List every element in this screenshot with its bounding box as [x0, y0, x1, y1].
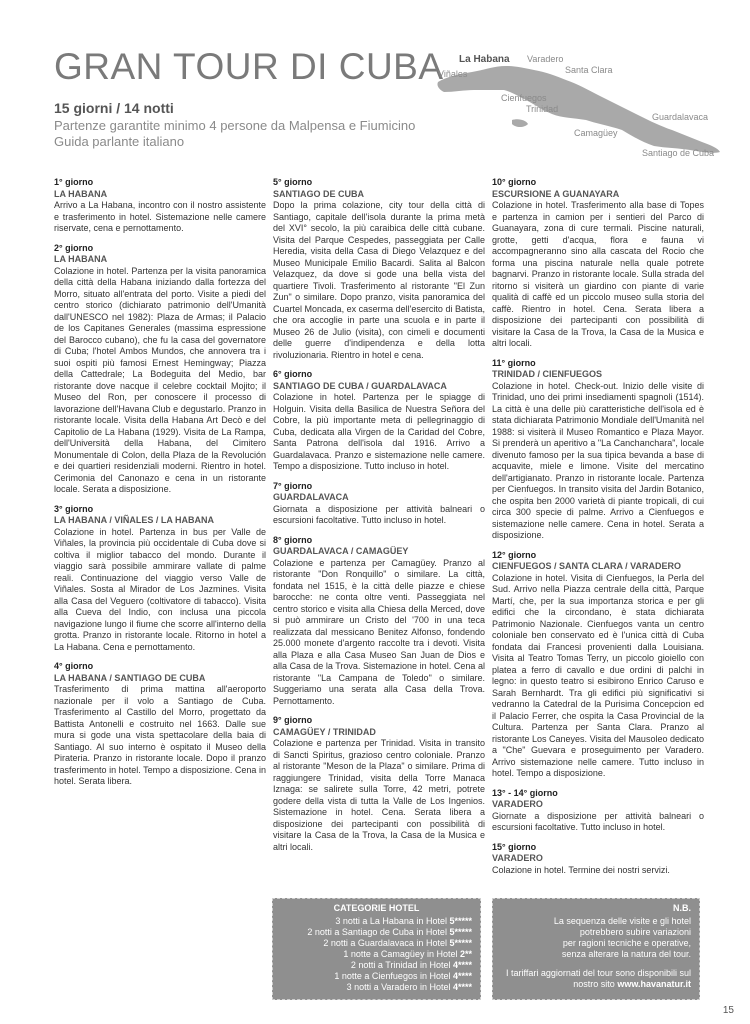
note-line: La sequenza delle visite e gli hotel [553, 916, 691, 926]
guide-text: Guida parlante italiano [54, 134, 185, 149]
hotel-row-text: 3 notti a La Habana in Hotel [335, 916, 447, 926]
day-heading: 12° giorno [492, 549, 537, 560]
day-9 [273, 715, 485, 853]
map-label-la-habana: La Habana [459, 54, 510, 65]
day-4 [54, 661, 266, 788]
day-title: CIENFUEGOS / SANTA CLARA / VARADERO [492, 561, 682, 571]
day-heading: 9° giorno [273, 715, 313, 725]
tariff-line: I tariffari aggiornati del tour sono disponibili sul [506, 968, 691, 978]
itinerary-column-1 [54, 177, 266, 796]
day-text: Colazione in hotel. Termine dei nostri servizi. [492, 864, 670, 875]
tariff-line-2 [501, 979, 691, 990]
itinerary-column-3 [492, 177, 704, 884]
website-link[interactable]: www.havanatur.it [617, 979, 691, 989]
hotel-row [281, 949, 472, 960]
day-2 [54, 243, 266, 496]
hotel-row [281, 960, 472, 971]
map-label-guardalavaca: Guardalavaca [652, 112, 709, 122]
day-title: CAMAGÜEY / TRINIDAD [273, 726, 376, 737]
day-heading: 7° giorno [273, 480, 313, 491]
day-text: Giornata a disposizione per attività balneari o escursioni facoltative. Tutto incluso in hotel. [273, 503, 485, 525]
cuba-map [434, 48, 724, 160]
map-label-vinales: Viñales [438, 69, 468, 79]
day-title: GUARDALAVACA / CAMAGÜEY [273, 546, 409, 556]
day-heading: 8° giorno [273, 534, 313, 545]
day-heading: 2° giorno [54, 242, 94, 253]
hotel-row-text: 2 notti a Trinidad in Hotel [350, 960, 451, 970]
day-heading: 15° giorno [492, 841, 537, 852]
isla-juventud-shape [512, 119, 528, 127]
map-label-santiago: Santiago de Cuba [642, 148, 715, 158]
tour-duration: 15 giorni / 14 notti [54, 100, 174, 116]
itinerary-column-2 [273, 177, 485, 861]
day-10 [492, 177, 704, 350]
day-text: Giornate a disposizione per attività balneari o escursioni facoltative. Tutto incluso in hotel. [492, 810, 704, 832]
day-heading: 5° giorno [273, 177, 313, 187]
hotel-row-stars: 5***** [449, 927, 472, 937]
day-text: Colazione in hotel. Partenza per le spiagge di Holguin. Visita della Basilica de Nuestra Señora del Cobre, la più importante meta di pellegrinaggio di Cuba, dedicata alla Virgen de la Caridad del Cobre, Santa Patrona dell'isola dal 1916. Arrivo a Guardalavaca. Pranzo e sistemazione nelle camere. Tempo a disposizione. Tutto incluso in hotel. [273, 392, 485, 471]
day-heading: 11° giorno [492, 357, 536, 368]
page-number: 15 [722, 1005, 734, 1016]
day-heading: 10° giorno [492, 177, 537, 187]
day-7 [273, 481, 485, 527]
day-heading: 6° giorno [273, 369, 313, 379]
day-15 [492, 842, 704, 877]
hotel-row-stars: 4**** [452, 971, 472, 981]
day-1 [54, 177, 266, 235]
day-text: Trasferimento di prima mattina all'aeroporto nazionale per il volo a Santiago de Cuba. Trasferimento al Castillo del Morro, progettato da Battista Antonelli e costruito nel 1663. Dalle sue mura si gode una vista spettacolare della baia di Santiago. Al suo interno è ospitato il Museo della Pirateria. Pranzo in ristorante locale. Dopo il pranzo trasferimento in hotel. Tempo a disposizione. Cena in hotel. Serata libera. [54, 684, 266, 786]
map-label-cienfuegos: Cienfuegos [501, 93, 547, 103]
hotel-row-stars: 5***** [449, 916, 472, 926]
hotel-row-text: 2 notti a Santiago de Cuba in Hotel [307, 927, 447, 937]
map-label-camaguey: Camagüey [574, 128, 618, 138]
tour-info [54, 118, 415, 150]
hotel-row [281, 982, 472, 993]
map-label-varadero: Varadero [527, 54, 564, 64]
day-3 [54, 504, 266, 654]
hotel-row-text: 1 notte a Cienfuegos in Hotel [334, 971, 451, 981]
hotel-row-stars: 4**** [452, 982, 472, 992]
day-text: Colazione in hotel. Check-out. Inizio delle visite di Trinidad, uno dei primi insediamenti spagnoli (1514). La città è una delle più caratteristiche dell'isola ed è stata dichiarata Patrimonio Mondiale dell'Umanità nel 1988: si visiterà il Museo Romantico e Plaza Mayor. Si prenderà un aperitivo a "La Canchanchara", locale divenuto famoso per la sua tipica bevanda a base di acquavite, miele e limone. Visite del mercatino dell'artigianato. Pranzo in ristorante locale. Partenza per Cienfuegos. In transito visita del Jardin Botanico, che ospita ben 2000 varietà di piante tropicali, di cui circa 300 specie di palme. Arrivo a Cienfuegos e sistemazione nelle camere. Cena in hotel. Serata a disposizione. [492, 380, 704, 540]
day-text: Colazione e partenza per Camagüey. Pranzo al ristorante "Don Ronquillo" o similare. La città, fondata nel 1515, è la città delle piazze e chiese barocche: ne conta oltre venti. Passeggiata nel centro storico e visita alla Chiesa della Merced, dove si può ammirare un Cristo del '700 in una teca realizzata dal messicano Benitez Alfonso, fondendo 25.000 monete d'argento raccolte tra i devoti. Visita alla Plaza e alla Casa Museo San Juan de Dios e alla Casa de la Trova. Sistemazione in hotel. Cena al ristorante "La Campana de Toledo" o similare. Suggeriamo una serata alla Casa della Trova. Pernottamento. [273, 557, 485, 706]
day-title: VARADERO [492, 853, 543, 863]
day-text: Colazione in hotel. Partenza in bus per Valle de Viñales, la provincia più occidentale di Cuba dove si coltiva il miglior tabacco del mondo. Durante il viaggio sarà possibile ammirare vallate di palme reali. Continuazione del viaggio verso Valle de Viñales. Sosta al Mirador de Los Jazmines. Visita alla Casa del Veguero (coltivatore di tabacco). Visita alla Cueva del Indio, con inclusa una piccola navigazione lungo il fiume che scorre all'interno della grotta. Pranzo in ristorante locale. Ritorno in hotel a La Habana. Cena e pernottamento. [54, 526, 266, 652]
day-text: Colazione in hotel. Partenza per la visita panoramica della città della Habana iniziando dalla fortezza del Morro, situato all'entrata del porto. Visite a piedi del centro storico (dichiarato patrimonio dell'Umanità dall'UNESCO nel 1982): Plaza de Armas; il Palacio de los Capitanes Generales (massima espressione del Barocco cubano), che fu la casa del governatore di Cuba; l'hotel Ambos Mundos, che annovera tra i suoi ospiti più famosi Ernest Hemingway; Piazza della Cattedrale; La Bodeguita del Medio, bar ristorante dove nacque il celebre cocktail Mojito; il Museo del Ron, per conoscere il processo di lavorazione dell'Havana Club e degustarlo. Pranzo in ristorante locale. Visita della Habana Art Decò e del Capitolio de La Habana (1929). Visita de La Rampa, dell'Università della Habana, del Cimitero Monumentale di Colon, della Plaza de la Revolución e dei quartieri residenziali moderni. Rientro in hotel. Cerimonia del Canonazo e cena in un ristorante locale. Serata a disposizione. [54, 265, 266, 494]
hotel-row-stars: 4**** [452, 960, 472, 970]
hotel-row-text: 3 notti a Varadero in Hotel [346, 982, 451, 992]
departures-text: Partenze garantite minimo 4 persone da Malpensa e Fiumicino [54, 118, 416, 133]
page-title: GRAN TOUR DI CUBA [54, 46, 444, 87]
day-13-14 [492, 788, 704, 834]
day-title: SANTIAGO DE CUBA [273, 188, 365, 199]
day-title: TRINIDAD / CIENFUEGOS [492, 369, 603, 379]
day-heading: 13° - 14° giorno [492, 787, 558, 798]
map-label-trinidad: Trinidad [526, 104, 559, 114]
hotel-categories-box [272, 898, 481, 1000]
day-text: Colazione in hotel. Visita di Cienfuegos, la Perla del Sud. Arrivo nella Piazza centrale della città, Parque Martí, che, per la sua importanza storica e per gli edifici che la circondano, è stata dichiarata Patrimonio Nazionale. Cienfuegos vanta un centro coloniale ben conservato ed è l'unica città di Cuba fondata dai Francesi provenienti dalla Louisiana. Visita al Teatro Tomas Terry, un piccolo gioiello con platea a ferro di cavallo e due ordini di palchi in legno: in questo teatro si esibirono Enrico Caruso e Sarah Bernhardt. Tra gli edifici più significativi si vedranno la Catedral de la Purisima Concepcion ed il Palacio Ferrer, che ospita la Casa Provincial de la Cultura. Partenza per Santa Clara. Pranzo al ristorante Los Caneyes. Visita del Mausoleo dedicato a "Che" Guevara e proseguimento per Varadero. Arrivo sistemazione nelle camere. Tutto incluso in hotel. Tempo a disposizione. [492, 572, 704, 778]
day-title: SANTIAGO DE CUBA / GUARDALAVACA [273, 380, 447, 391]
day-title: ESCURSIONE A GUANAYARA [492, 188, 620, 199]
hotel-categories-heading: CATEGORIE HOTEL [333, 903, 420, 913]
day-title: LA HABANA / VIÑALES / LA HABANA [54, 515, 214, 525]
day-title: LA HABANA [54, 254, 108, 264]
map-label-santa-clara: Santa Clara [565, 65, 613, 75]
day-heading: 1° giorno [54, 177, 94, 187]
note-line: potrebbero subire variazioni [579, 927, 691, 937]
day-12 [492, 550, 704, 780]
day-title: VARADERO [492, 799, 543, 809]
day-title: LA HABANA [54, 188, 108, 199]
tariff-line-text: nostro sito [573, 979, 615, 989]
notes-box [492, 898, 700, 1000]
hotel-row [281, 938, 472, 949]
day-title: GUARDALAVACA [273, 492, 349, 502]
day-heading: 4° giorno [54, 661, 94, 671]
cuba-island-shape [437, 66, 720, 153]
hotel-row-stars: 2** [459, 949, 472, 959]
day-text: Colazione in hotel. Trasferimento alla base di Topes e partenza in camion per i sentieri del Parco di Guanayara, zona di cure termali. Piscine naturali, grotte, getti d'acqua, flora e fauna vi accompagneranno sino alla cascata del Rocio che forma una piscina naturale nella quale potrete bagnarvi. Pranzo in ristorante locale. Sulla strada del ritorno si visiterà un giardino con piante di varie qualità di caffè ed un piccolo museo sulla storia del caffè. Rientro in hotel. Cena. Serata libera a disposizione dei partecipanti con possibilità di visitare la Casa de la Trova, la Casa de la Musica e altri locali. [492, 200, 704, 348]
day-8 [273, 535, 485, 708]
day-text: Arrivo a La Habana, incontro con il nostro assistente e trasferimento in hotel. Sistemazione nelle camere riservate, cena e pernottamento. [54, 200, 266, 233]
notes-heading: N.B. [673, 903, 691, 913]
hotel-row [281, 916, 472, 927]
hotel-row-stars: 5***** [449, 938, 472, 948]
note-line: senza alterare la natura del tour. [561, 949, 691, 959]
day-6 [273, 369, 485, 473]
note-line: per ragioni tecniche e operative, [562, 938, 691, 948]
hotel-row [281, 971, 472, 982]
day-5 [273, 177, 485, 361]
hotel-row-text: 2 notti a Guardalavaca in Hotel [323, 938, 447, 948]
hotel-row-text: 1 notte a Camagüey in Hotel [343, 949, 458, 959]
day-text: Dopo la prima colazione, city tour della città di Santiago, capitale dell'isola durante la prima metà del XVI° secolo, la più caraibica delle città cubane. Visita del Parque Cespedes, passeggiata per Calle Heredia, visita della Casa di Diego Velazquez e del Museo Municipale Emilio Bacardi. Salita al Balcon Velazquez, da dove si gode una bella vista del quartiere Tivoli. Trasferimento al ristorante "El Zun Zun" o similare. Dopo pranzo, visita panoramica del Cuartel Moncada, ex caserma dell'esercito di Batista, che ora accoglie in parte una scuola e in parte il Museo 26 de Julio (visita), con cimeli e documenti delle guerre d'indipendenza e della lotta rivoluzionaria. Rientro in hotel e cena. [273, 200, 485, 360]
day-text: Colazione e partenza per Trinidad. Visita in transito di Sancti Spiritus, grazioso centro coloniale. Pranzo al ristorante "Meson de la Plaza" o similare. Prima di raggiungere Trinidad, visita della Torre Manaca Iznaga: se salirete sulla Torre, 42 metri, potrete godere della vista di tutta la Valle de Los Ingenios. Sistemazione in hotel. Cena. Serata libera a disposizione dei partecipanti con possibilità di visitare la Casa de la Trova, la Casa de la Musica e altri locali. [273, 738, 485, 852]
hotel-row [281, 927, 472, 938]
day-title: LA HABANA / SANTIAGO DE CUBA [54, 672, 206, 683]
day-11 [492, 358, 704, 542]
day-heading: 3° giorno [54, 503, 94, 514]
